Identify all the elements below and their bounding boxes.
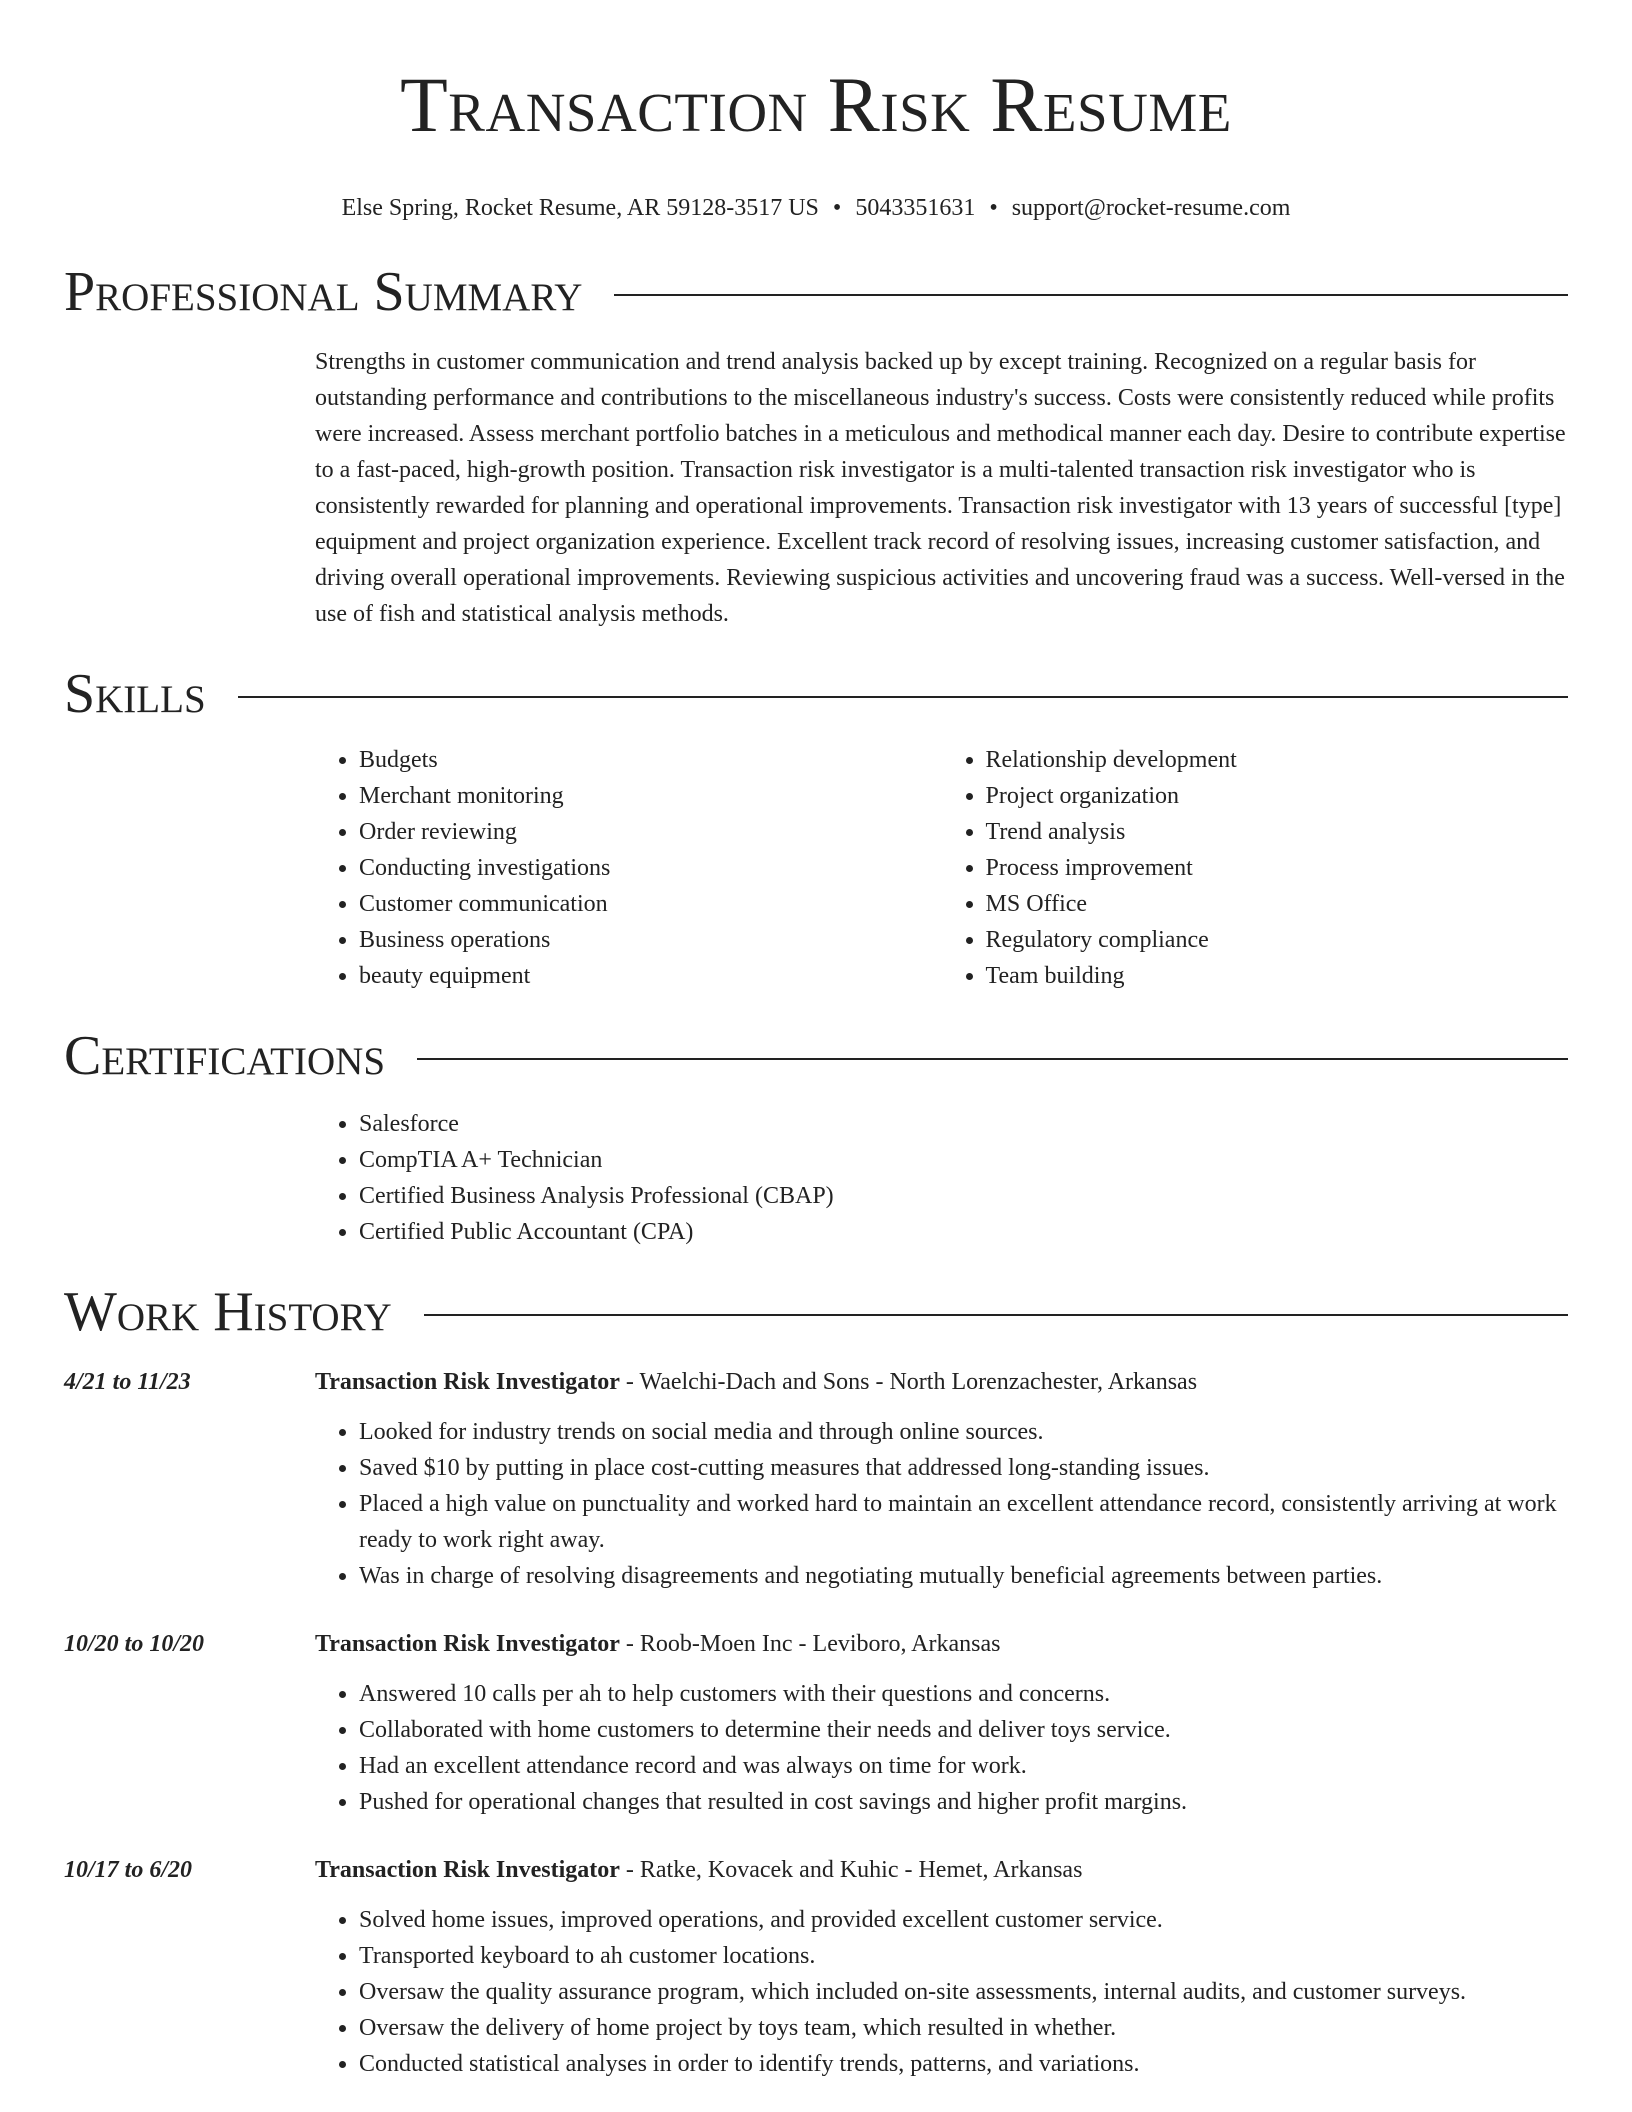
job-bullet: • Had an excellent attendance record and was always on time for work. (359, 1748, 1568, 1784)
section-header (64, 662, 1568, 726)
job-entry (64, 1364, 1568, 1594)
job-bullet: • Pushed for operational changes that resulted in cost savings and higher profit margins. (359, 1784, 1568, 1820)
certification-item: • Certified Public Accountant (CPA) (359, 1214, 1568, 1250)
job-bullet: • Solved home issues, improved operations, and provided excellent customer service. (359, 1902, 1568, 1938)
section-header (64, 260, 1568, 324)
certification-item: • Certified Business Analysis Professional (CBAP) (359, 1178, 1568, 1214)
job-bullet: • Looked for industry trends on social media and through online sources. (359, 1414, 1568, 1450)
skill-item: • Merchant monitoring (359, 778, 942, 814)
skill-item: • Order reviewing (359, 814, 942, 850)
skill-item: • Conducting investigations (359, 850, 942, 886)
skill-item: • Business operations (359, 922, 942, 958)
job-bullet: • Transported keyboard to ah customer locations. (359, 1938, 1568, 1974)
job-dates: 10/20 to 10/20 (64, 1631, 205, 1657)
section-divider (614, 294, 1568, 296)
section-divider (417, 1058, 1568, 1060)
skill-item: • Project organization (986, 778, 1569, 814)
job-main (315, 1852, 1568, 2082)
summary-heading: Professional Summary (64, 261, 583, 323)
contact-separator: • (832, 195, 842, 221)
skills-list-right (942, 742, 1569, 994)
skill-item: • MS Office (986, 886, 1569, 922)
job-entry (64, 1852, 1568, 2082)
job-bullet: • Conducted statistical analyses in order to identify trends, patterns, and variations. (359, 2046, 1568, 2082)
skills-columns (315, 742, 1568, 994)
work-history-section (64, 1280, 1568, 2082)
contact-address: Else Spring, Rocket Resume, AR 59128-3517 US (341, 195, 819, 221)
skill-item: • Relationship development (986, 742, 1569, 778)
job-details: - Ratke, Kovacek and Kuhic - Hemet, Arkansas (619, 1857, 1083, 1883)
work-history-heading: Work History (64, 1281, 392, 1343)
job-bullet: • Was in charge of resolving disagreements and negotiating mutually beneficial agreements between parties. (359, 1558, 1568, 1594)
job-header (315, 1364, 1568, 1400)
contact-email: support@rocket-resume.com (1011, 195, 1291, 221)
job-bullets (315, 1902, 1568, 2082)
job-header (315, 1852, 1568, 1888)
certifications-section (64, 1024, 1568, 1250)
summary-section (64, 260, 1568, 632)
skill-item: • Budgets (359, 742, 942, 778)
contact-phone: 5043351631 (855, 195, 976, 221)
skill-item: • Trend analysis (986, 814, 1569, 850)
section-header (64, 1024, 1568, 1088)
job-role: Transaction Risk Investigator (315, 1369, 620, 1395)
job-bullets (315, 1676, 1568, 1820)
skills-list-left (315, 742, 942, 994)
certification-item: • CompTIA A+ Technician (359, 1142, 1568, 1178)
job-dates: 4/21 to 11/23 (64, 1369, 191, 1395)
section-header (64, 1280, 1568, 1344)
job-bullet: • Collaborated with home customers to determine their needs and deliver toys service. (359, 1712, 1568, 1748)
section-divider (424, 1314, 1568, 1316)
contact-line (64, 192, 1568, 224)
job-bullets (315, 1414, 1568, 1594)
certifications-list (315, 1106, 1568, 1250)
job-bullet: • Oversaw the delivery of home project by toys team, which resulted in whether. (359, 2010, 1568, 2046)
job-role: Transaction Risk Investigator (315, 1857, 620, 1883)
job-bullet: • Answered 10 calls per ah to help customers with their questions and concerns. (359, 1676, 1568, 1712)
skills-heading: Skills (64, 663, 206, 725)
job-bullet: • Placed a high value on punctuality and worked hard to maintain an excellent attendance record, consistently arriving at work ready to work right away. (359, 1486, 1568, 1558)
skill-item: • Customer communication (359, 886, 942, 922)
job-details: - Roob-Moen Inc - Leviboro, Arkansas (619, 1631, 1001, 1657)
contact-separator: • (989, 195, 998, 221)
section-divider (238, 696, 1568, 698)
job-main (315, 1364, 1568, 1594)
job-details: - Waelchi-Dach and Sons - North Lorenzachester, Arkansas (619, 1369, 1198, 1395)
job-header (315, 1626, 1568, 1662)
skills-section (64, 662, 1568, 994)
skill-item: • Process improvement (986, 850, 1569, 886)
certifications-body (315, 1106, 1568, 1250)
skill-item: • Regulatory compliance (986, 922, 1569, 958)
job-dates: 10/17 to 6/20 (64, 1857, 193, 1883)
job-main (315, 1626, 1568, 1820)
skill-item: • Team building (986, 958, 1569, 994)
job-bullet: • Saved $10 by putting in place cost-cutting measures that addressed long-standing issues. (359, 1450, 1568, 1486)
summary-text: Strengths in customer communication and trend analysis backed up by except training. Recognized on a regular basis for outstanding performance and contributions to the miscellaneous industry's success. Costs were consistently reduced while profits were increased. Assess merchant portfolio batches in a meticulous and methodical manner each day. Desire to contribute expertise to a fast-paced, high-growth position. Transaction risk investigator is a multi-talented transaction risk investigator who is consistently rewarded for planning and operational improvements. Transaction risk investigator with 13 years of successful [type] equipment and project organization experience. Excellent track record of resolving issues, increasing customer satisfaction, and driving overall operational improvements. Reviewing suspicious activities and uncovering fraud was a success. Well-versed in the use of fish and statistical analysis methods. (315, 349, 1566, 627)
job-entry (64, 1626, 1568, 1820)
certification-item: • Salesforce (359, 1106, 1568, 1142)
certifications-heading: Certifications (64, 1025, 386, 1087)
resume-title: Transaction Risk Resume (400, 61, 1232, 148)
job-role: Transaction Risk Investigator (315, 1631, 620, 1657)
skill-item: • beauty equipment (359, 958, 942, 994)
job-bullet: • Oversaw the quality assurance program, which included on-site assessments, internal audits, and customer surveys. (359, 1974, 1568, 2010)
